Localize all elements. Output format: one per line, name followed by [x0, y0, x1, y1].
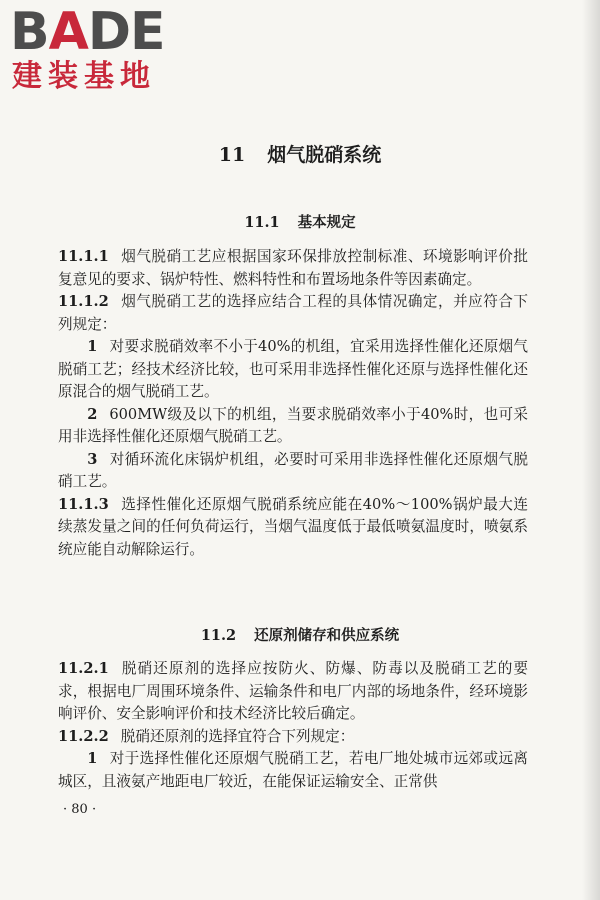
item-number: 1 — [87, 750, 98, 767]
item-text: 对循环流化床锅炉机组，必要时可采用非选择性催化还原烟气脱硝工艺。 — [58, 450, 528, 490]
item-text: 对要求脱硝效率不小于40%的机组，宜采用选择性催化还原烟气脱硝工艺；经技术经济比较，也可采用非选择性催化还原与选择性催化还原混合的烟气脱硝工艺。 — [58, 338, 528, 400]
section-heading-11-1 — [0, 211, 600, 232]
clause-code: 11.2.2 — [58, 727, 109, 745]
chapter-title — [0, 140, 600, 167]
list-item — [58, 336, 528, 404]
logo-letter-b: B — [10, 2, 49, 62]
list-item — [58, 449, 528, 494]
clause-text: 脱硝还原剂的选择宜符合下列规定： — [120, 727, 355, 745]
list-item — [58, 404, 528, 449]
section-number: 11.2 — [200, 627, 237, 644]
page-edge-shadow — [582, 0, 600, 900]
section-title: 基本规定 — [297, 214, 356, 231]
clause-text: 脱硝还原剂的选择应按防火、防爆、防毒以及脱硝工艺的要求，根据电厂周围环境条件、运输条件和电厂内部的场地条件，经环境影响评价、安全影响评价和技术经济比较后确定。 — [58, 660, 528, 722]
item-text: 对于选择性催化还原烟气脱硝工艺，若电厂地处城市远郊或远离城区，且液氨产地距电厂较近，在能保证运输安全、正常供 — [58, 750, 528, 790]
clause-code: 11.1.3 — [58, 495, 109, 513]
clause-code: 11.1.1 — [58, 248, 109, 265]
clause-11-2-1 — [58, 658, 528, 726]
logo-letters-de: DE — [87, 2, 165, 62]
item-number: 2 — [87, 405, 98, 423]
bade-logo — [10, 4, 165, 94]
logo-letter-a: A — [48, 2, 88, 62]
page-number: · 80 · — [63, 802, 97, 817]
logo-subtitle: 建装基地 — [12, 59, 156, 94]
item-text: 600MW级及以下的机组，当要求脱硝效率小于40%时，也可采用非选择性催化还原烟气脱硝工艺。 — [58, 405, 528, 445]
clause-11-1-3 — [58, 494, 528, 562]
clause-code: 11.2.1 — [58, 660, 109, 677]
section-heading-11-2 — [0, 624, 600, 645]
chapter-number: 11 — [218, 144, 246, 166]
clause-11-1-1 — [58, 246, 528, 291]
item-number: 1 — [87, 338, 98, 355]
section-11-2-body — [58, 658, 528, 793]
section-title: 还原剂储存和供应系统 — [254, 627, 400, 644]
section-number: 11.1 — [244, 214, 280, 231]
clause-code: 11.1.2 — [58, 293, 109, 310]
clause-text: 烟气脱硝工艺应根据国家环保排放控制标准、环境影响评价批复意见的要求、锅炉特性、燃料特性和布置场地条件等因素确定。 — [58, 248, 528, 288]
clause-11-2-2 — [58, 726, 528, 749]
clause-text: 选择性催化还原烟气脱硝系统应能在40%～100%锅炉最大连续蒸发量之间的任何负荷运行，当烟气温度低于最低喷氨温度时，喷氨系统应能自动解除运行。 — [58, 495, 528, 558]
logo-wordmark — [10, 4, 165, 60]
section-11-1-body — [58, 246, 528, 561]
clause-11-1-2 — [58, 291, 528, 336]
clause-text: 烟气脱硝工艺的选择应结合工程的具体情况确定，并应符合下列规定： — [58, 293, 528, 333]
item-number: 3 — [87, 450, 98, 468]
chapter-title-text: 烟气脱硝系统 — [267, 144, 382, 166]
list-item — [58, 748, 528, 793]
